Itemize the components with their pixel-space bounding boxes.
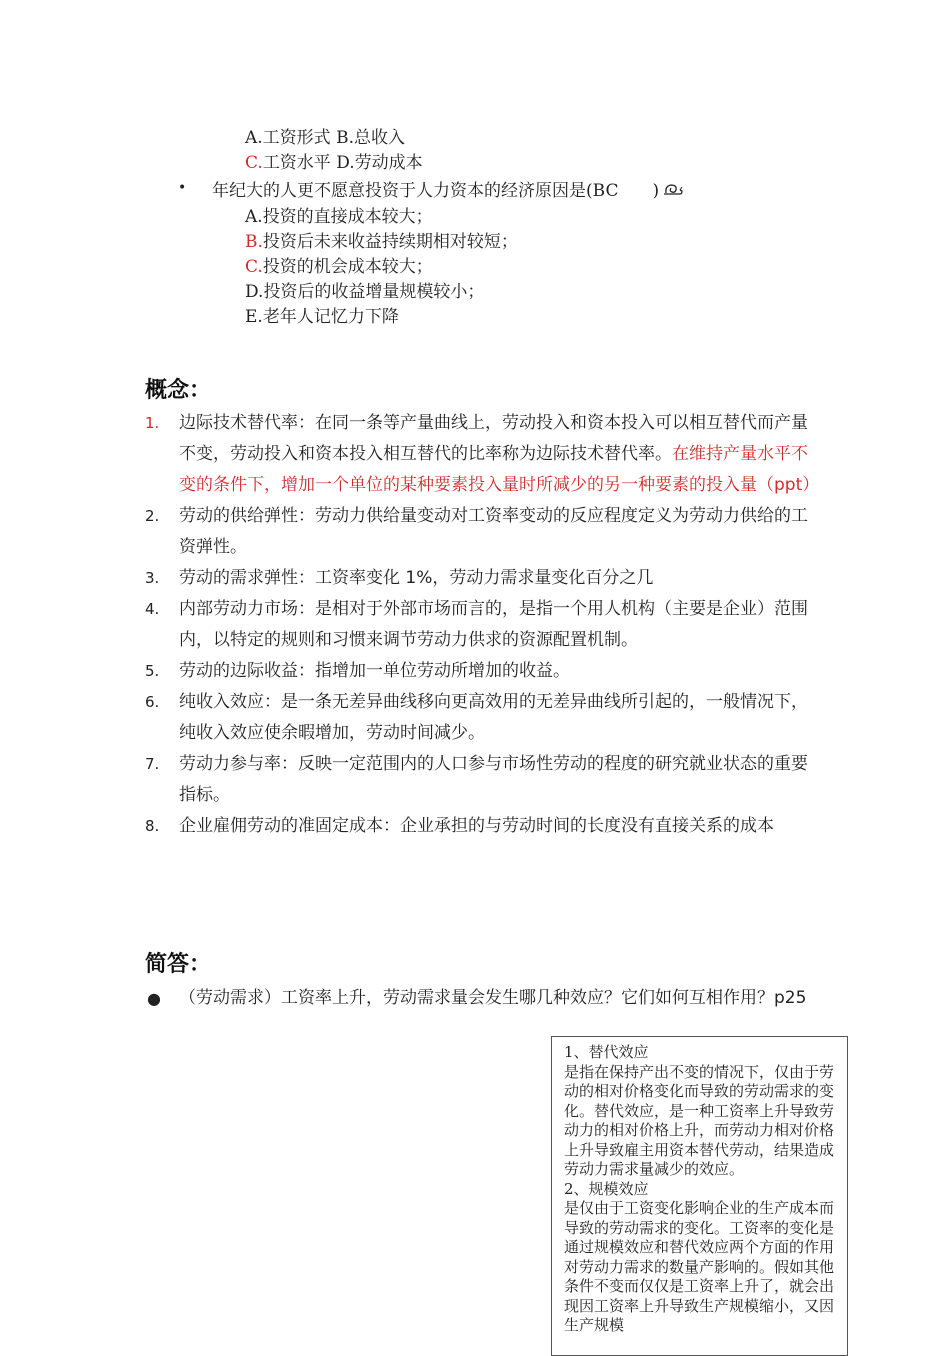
option-line-cd [245, 151, 423, 176]
concept-item [145, 811, 815, 842]
option-letter: A. [245, 207, 263, 227]
concept-number: 8. [145, 817, 160, 835]
option-letter: D. [245, 282, 264, 302]
concept-item [145, 749, 815, 811]
concept-text: 劳动的边际收益：指增加一单位劳动所增加的收益。 [179, 661, 570, 681]
short-answer-question [145, 983, 815, 1014]
option-text: 投资后的收益增量规模较小； [263, 282, 485, 302]
option-text: 工资水平 D.劳动成本 [262, 153, 423, 173]
option-letter: E. [245, 307, 263, 327]
concept-number: 4. [145, 600, 160, 618]
concepts-list [145, 408, 820, 842]
short-answer-heading: 简答： [145, 952, 212, 977]
answer-option [245, 255, 433, 280]
bullet-dot: ● [147, 989, 161, 1008]
option-text: A.工资形式 B.总收入 [245, 128, 405, 148]
answer-paragraph: 是指在保持产出不变的情况下，仅由于劳动的相对价格变化而导致的劳动需求的变化。替代效应，是一种工资率上升导致劳动力的相对价格上升，而劳动力相对价格上升导致雇主用资本替代劳动，结果造成劳动力需求量减少的效应。 [564, 1062, 835, 1178]
concept-text: 纯收入效应：是一条无差异曲线移向更高效用的无差异曲线所引起的，一般情况下，纯收入效应使余暇增加，劳动时间减少。 [179, 692, 808, 743]
concept-number: 2. [145, 507, 160, 525]
concept-text: 劳动的供给弹性：劳动力供给量变动对工资率变动的反应程度定义为劳动力供给的工资弹性。 [179, 506, 808, 557]
option-text: 老年人记忆力下降 [262, 307, 399, 327]
option-text: 投资的直接成本较大； [262, 207, 433, 227]
concept-text: 内部劳动力市场：是相对于外部市场而言的，是指一个用人机构（主要是企业）范围内，以特定的规则和习惯来调节劳动力供求的资源配置机制。 [179, 599, 808, 650]
concept-text: 劳动的需求弹性：工资率变化 1%，劳动力需求量变化百分之几 [179, 568, 654, 588]
concept-number: 3. [145, 569, 160, 587]
answer-subtitle: 1、替代效应 [564, 1043, 649, 1061]
answer-option [245, 230, 518, 255]
concept-item [145, 594, 815, 656]
option-line-ab [245, 126, 405, 151]
option-letter: C. [245, 257, 263, 277]
answer-option [245, 205, 433, 230]
concept-item [145, 408, 820, 501]
concept-item [145, 687, 815, 749]
concept-text: 劳动力参与率：反映一定范围内的人口参与市场性劳动的程度的研究就业状态的重要指标。 [179, 754, 808, 805]
answer-paragraph: 是仅由于工资变化影响企业的生产成本而导致的劳动需求的变化。工资率的变化是通过规模效应和替代效应两个方面的作用对劳动力需求的数量产影响的。假如其他条件不变而仅仅是工资率上升了，就会出现因工资率上升导致生产规模缩小，又因生产规模 [564, 1199, 835, 1334]
concept-number: 5. [145, 662, 160, 680]
question-label: 年纪大的人更不愿意投资于人力资本的经济原因是(BC ) [212, 181, 660, 201]
option-text: 投资的机会成本较大； [262, 257, 433, 277]
answer-option [245, 305, 399, 330]
question-text [212, 176, 683, 201]
answer-option [245, 280, 484, 305]
answer-text-box [551, 1036, 848, 1356]
option-text: 投资后未来收益持续期相对较短； [262, 232, 518, 252]
answer-subtitle: 2、规模效应 [564, 1179, 649, 1198]
concepts-heading: 概念： [145, 378, 212, 403]
concept-item [145, 563, 815, 594]
concept-text: 企业雇佣劳动的准固定成本：企业承担的与劳动时间的长度没有直接关系的成本 [179, 816, 774, 836]
concept-item [145, 501, 815, 563]
concept-note: 在维持产量水平不变的条件下，增加一个单位的某种要素投入量时所减少的另一种要素的投入量（ppt） [179, 444, 820, 495]
concept-number: 6. [145, 693, 160, 711]
option-letter-correct: C. [245, 153, 263, 173]
concept-text: 边际技术替代率：在同一条等产量曲线上，劳动投入和资本投入可以相互替代而产量不变，劳动投入和资本投入相互替代的比率称为边际技术替代率。 [179, 413, 808, 464]
question-text: （劳动需求）工资率上升，劳动需求量会发生哪几种效应？它们如何互相作用？p25 [179, 988, 807, 1008]
concept-number: 7. [145, 755, 160, 773]
option-letter: B. [245, 232, 263, 252]
bullet-dot: • [178, 180, 187, 196]
concept-item [145, 656, 815, 687]
concept-number: 1. [145, 414, 160, 432]
snail-icon [663, 182, 683, 200]
